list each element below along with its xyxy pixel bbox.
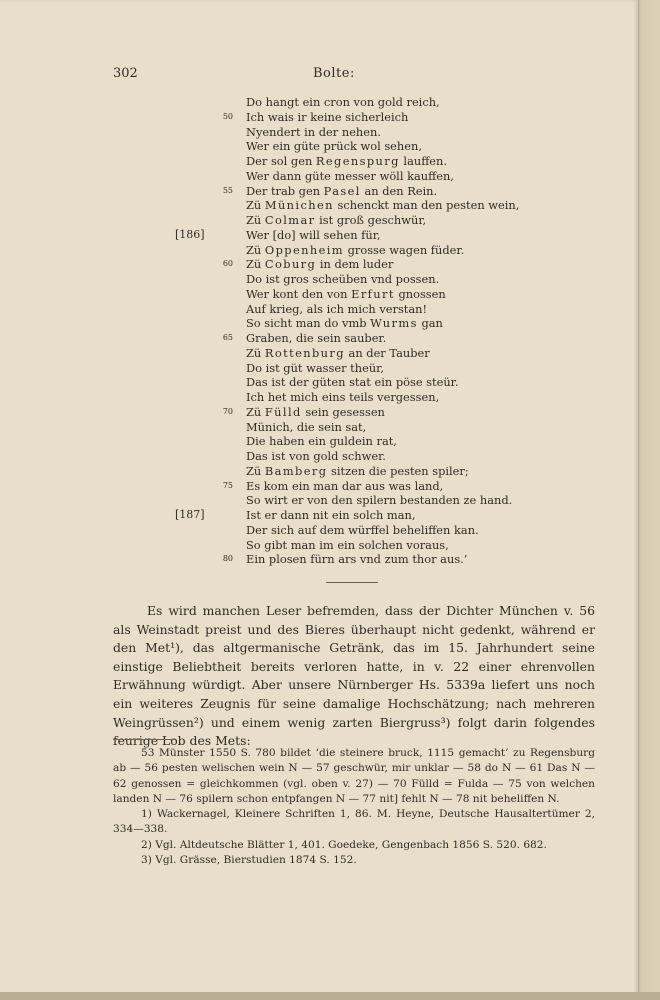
verse-segment: So sicht man do vmb: [246, 316, 371, 331]
verse-line: [0, 139, 638, 154]
verse-segment: Ich het mich eins teils vergessen,: [246, 390, 440, 404]
verse-segment: Das ist von gold schwer.: [246, 449, 386, 463]
verse-line: [0, 523, 638, 538]
verse-segment: grosse wagen füder.: [344, 242, 465, 257]
verse-line: [0, 552, 638, 567]
verse-text: [246, 523, 479, 538]
verse-segment: sitzen die pesten spiler;: [327, 463, 469, 478]
verse-text: [246, 479, 443, 494]
verse-segment: So wirt er von den spilern bestanden ze hand.: [246, 493, 513, 508]
verse-segment: Zü: [246, 257, 265, 272]
verse-line: [0, 154, 638, 169]
verse-segment: Auf krieg, als ich mich verstan!: [246, 301, 428, 316]
verse-text: [246, 257, 393, 272]
verse-line: [0, 316, 638, 331]
verse-line: [0, 287, 638, 302]
verse-line: [0, 493, 638, 508]
verse-segment: gan: [417, 316, 443, 331]
verse-segment: lauffen.: [399, 154, 447, 168]
verse-segment: Wer ein güte prück wol sehen,: [246, 139, 422, 154]
verse-segment: Zü: [246, 242, 265, 257]
page-number: 302: [113, 66, 138, 81]
verse-text: [246, 538, 449, 553]
poem: [0, 95, 638, 567]
line-number: 65: [222, 333, 233, 342]
verse-text: [246, 331, 386, 346]
verse-text: [246, 361, 384, 376]
prose-block: [113, 602, 595, 751]
verse-segment: Ein plosen fürn ars vnd zum thor aus.’: [246, 552, 468, 567]
verse-text: [246, 493, 512, 508]
page-reference: [187]: [175, 508, 205, 521]
verse-line: [0, 420, 638, 435]
verse-line: [0, 272, 638, 287]
verse-line: [0, 257, 638, 272]
verse-segment: in dem luder: [316, 257, 394, 272]
page-bottom-edge: [0, 992, 660, 1000]
verse-segment: So gibt man im ein solchen voraus,: [246, 537, 449, 552]
verse-line: [0, 198, 638, 213]
verse-line: [0, 243, 638, 258]
verse-segment: gnossen: [394, 286, 446, 301]
verse-text: [246, 420, 366, 435]
verse-line: [0, 464, 638, 479]
verse-text: [246, 228, 381, 243]
line-number: 75: [222, 480, 233, 490]
verse-line: [0, 361, 638, 376]
verse-segment: Ich wais ir keine sicherleich: [246, 109, 409, 124]
verse-segment: Es kom ein man dar aus was land,: [246, 478, 444, 493]
verse-text: [246, 198, 519, 213]
verse-line: [0, 184, 638, 199]
verse-segment: an den Rein.: [360, 183, 438, 198]
verse-text: [246, 405, 385, 420]
page-reference: [186]: [175, 227, 205, 241]
verse-line: [0, 538, 638, 553]
running-head: Bolte:: [313, 66, 355, 81]
verse-line: [0, 375, 638, 390]
verse-segment: Do ist gros scheüben vnd possen.: [246, 272, 440, 286]
line-number: 55: [222, 185, 233, 195]
place-name: Regenspurg: [315, 154, 400, 168]
footnotes: [113, 746, 595, 868]
verse-text: [246, 154, 447, 169]
place-name: Rottenburg: [264, 345, 345, 360]
place-name: Fülld: [264, 404, 302, 419]
verse-text: [246, 316, 443, 331]
verse-segment: Münich, die sein sat,: [246, 419, 367, 434]
verse-segment: Zü: [246, 345, 265, 360]
verse-text: [246, 552, 467, 567]
place-name: Colmar: [264, 213, 316, 227]
verse-text: [246, 375, 459, 390]
verse-text: [246, 95, 440, 110]
prose-paragraph: Es wird manchen Leser befremden, dass der Dichter München v. 56 als Weinstadt preist und des Bieres überhaupt nicht gedenkt, während er den Met¹), das altgermanische Getränk, das im 15. Jahrhundert seine einstige Beliebtheit bereits verloren hatte, in v. 22 einer ehrenvollen Erwähnung würdigt. Aber unsere Nürnberger Hs. 5339a liefert uns noch ein weiteres Zeugnis für seine damalige Hochschätzung; nach mehreren Weingrüssen²) und einem wenig zarten Biergruss³) folgt darin folgendes feurige Lob des Mets:: [113, 603, 595, 749]
verse-line: [0, 228, 638, 243]
verse-segment: Der trab gen: [246, 183, 324, 198]
line-number: 70: [222, 406, 233, 416]
verse-line: [0, 508, 638, 523]
verse-segment: Zü: [246, 213, 265, 227]
verse-line: [0, 449, 638, 464]
verse-line: [0, 346, 638, 361]
page-header: [0, 66, 638, 86]
verse-text: [246, 508, 415, 523]
verse-line: [0, 95, 638, 110]
verse-segment: Zü: [246, 463, 265, 478]
verse-line: [0, 390, 638, 405]
footnote: 1) Wackernagel, Kleinere Schriften 1, 86. M. Heyne, Deutsche Hausaltertümer 2, 334—338.: [113, 808, 595, 836]
verse-segment: Der sol gen: [246, 154, 316, 168]
verse-segment: Nyendert in der nehen.: [246, 124, 381, 139]
verse-text: [246, 287, 446, 302]
verse-segment: schenckt man den pesten wein,: [333, 198, 520, 213]
verse-segment: Das ist der güten stat ein pöse steür.: [246, 375, 459, 390]
verse-segment: Der sich auf dem würffel beheliffen kan.: [246, 522, 479, 537]
verse-line: [0, 434, 638, 449]
verse-segment: Die haben ein guldein rat,: [246, 434, 397, 449]
verse-text: [246, 243, 464, 258]
verse-text: [246, 464, 469, 479]
verse-text: [246, 169, 454, 184]
verse-segment: Ist er dann nit ein solch man,: [246, 508, 416, 522]
line-number: 80: [222, 554, 233, 564]
place-name: Bamberg: [264, 463, 328, 478]
verse-segment: Wer dann güte messer wöll kauffen,: [246, 168, 454, 183]
verse-line: [0, 213, 638, 228]
place-name: Wurms: [370, 316, 418, 331]
verse-segment: Do hangt ein cron von gold reich,: [246, 95, 440, 109]
place-name: Coburg: [264, 257, 317, 272]
verse-segment: an der Tauber: [344, 345, 430, 360]
verse-text: [246, 139, 422, 154]
place-name: Münichen: [264, 198, 334, 213]
verse-segment: sein gesessen: [301, 404, 385, 419]
verse-line: [0, 125, 638, 140]
verse-text: [246, 449, 386, 464]
verse-segment: Wer kont den von: [246, 286, 352, 301]
footnote: 53 Münster 1550 S. 780 bildet ‘die steinere bruck, 1115 gemacht’ zu Regensburg ab — 56 pesten welischen wein N — 57 geschwür, mir unklar — 58 do N — 61 Das N — 62 genossen = gleichkommen (vgl. oben v. 27) — 70 Fülld = Fulda — 75 von welchen landen N — 76 spilern schon entpfangen N — 77 nit] fehlt N — 78 nit beheliffen N.: [113, 747, 595, 805]
verse-line: [0, 405, 638, 420]
verse-line: [0, 479, 638, 494]
section-divider: [326, 582, 378, 583]
verse-text: [246, 213, 426, 228]
verse-segment: Graben, die sein sauber.: [246, 331, 387, 345]
verse-text: [246, 125, 381, 140]
line-number: 60: [222, 259, 233, 269]
verse-segment: Wer [do] will sehen für,: [246, 227, 381, 242]
place-name: Oppenheim: [264, 242, 344, 257]
line-number: 50: [222, 111, 233, 121]
verse-text: [246, 184, 437, 199]
verse-segment: Zü: [246, 404, 265, 419]
verse-text: [246, 272, 439, 287]
verse-text: [246, 390, 439, 405]
verse-line: [0, 110, 638, 125]
verse-line: [0, 302, 638, 317]
verse-line: [0, 331, 638, 346]
verse-segment: Do ist güt wasser theür,: [246, 360, 384, 375]
footnote: 3) Vgl. Grässe, Bierstudien 1874 S. 152.: [141, 854, 357, 867]
verse-segment: ist groß geschwür,: [315, 213, 427, 227]
footnote-rule: [113, 739, 175, 740]
verse-line: [0, 169, 638, 184]
verse-text: [246, 110, 408, 125]
adjacent-page-edge: [638, 0, 660, 1000]
verse-text: [246, 434, 397, 449]
verse-segment: Zü: [246, 198, 265, 213]
footnote: 2) Vgl. Altdeutsche Blätter 1, 401. Goedeke, Gengenbach 1856 S. 520. 682.: [141, 838, 547, 851]
verse-text: [246, 302, 427, 317]
place-name: Erfurt: [351, 286, 395, 301]
place-name: Pasel: [323, 183, 361, 198]
verse-text: [246, 346, 430, 361]
